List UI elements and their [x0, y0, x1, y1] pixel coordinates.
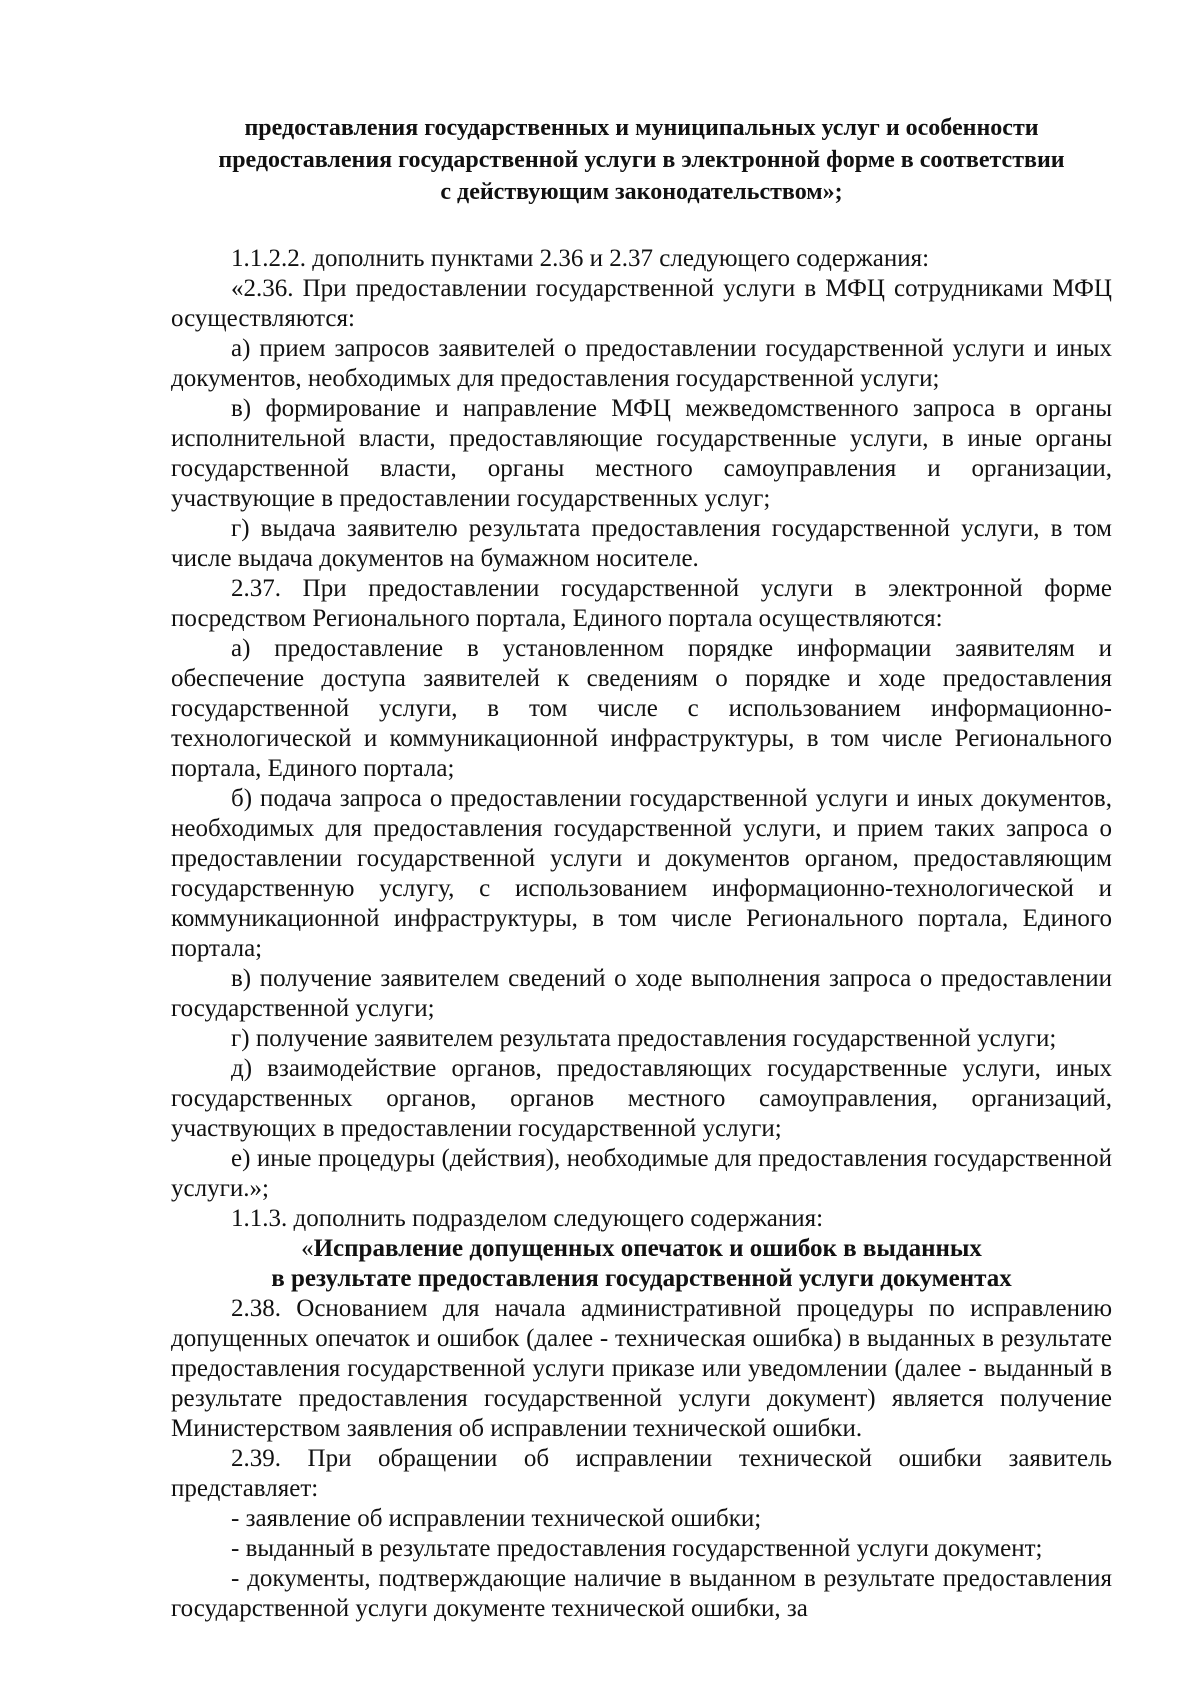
subheading-line [171, 1234, 1112, 1264]
paragraph: а) прием запросов заявителей о предоставлении государственной услуги и иных документов, необходимых для предоставления государственной услуги; [171, 335, 1112, 392]
heading-line: предоставления государственной услуги в электронной форме в соответствии [218, 147, 1065, 173]
paragraph: а) предоставление в установленном порядке информации заявителям и обеспечение доступа заявителей к сведениям о порядке и ходе предоставления государственной услуги, в том числе с использованием информационно-технологической и коммуникационной инфраструктуры, в том числе Регионального портала, Единого портала; [171, 635, 1112, 782]
paragraph: 1.1.2.2. дополнить пунктами 2.36 и 2.37 следующего содержания: [231, 245, 930, 272]
paragraph: - выданный в результате предоставления государственной услуги документ; [231, 1535, 1043, 1562]
paragraph: б) подача запроса о предоставлении государственной услуги и иных документов, необходимых для предоставления государственной услуги, и прием таких запроса о предоставлении государственной услуги и документов органом, предоставляющим государственную услугу, с использованием информационно-технологической и коммуникационной инфраструктуры, в том числе Регионального портала, Единого портала; [171, 785, 1112, 962]
paragraph: в) формирование и направление МФЦ межведомственного запроса в органы исполнительной власти, предоставляющие государственные услуги, в иные органы государственной власти, органы местного самоуправления и организации, участвующие в предоставлении государственных услуг; [171, 395, 1112, 512]
heading-line: предоставления государственных и муниципальных услуг и особенности [244, 115, 1039, 141]
subheading-text: Исправление допущенных опечаток и ошибок в выданных [313, 1235, 982, 1262]
section-heading [171, 112, 1112, 208]
paragraph: в) получение заявителем сведений о ходе выполнения запроса о предоставлении государственной услуги; [171, 965, 1112, 1022]
paragraph: д) взаимодействие органов, предоставляющих государственные услуги, иных государственных органов, органов местного самоуправления, организаций, участвующих в предоставлении государственной услуги; [171, 1055, 1112, 1142]
opening-quote: « [301, 1235, 314, 1262]
paragraph: - заявление об исправлении технической ошибки; [231, 1505, 762, 1532]
paragraph: г) получение заявителем результата предоставления государственной услуги; [231, 1025, 1057, 1052]
document-body [171, 112, 1112, 1624]
paragraph: 1.1.3. дополнить подразделом следующего содержания: [231, 1205, 824, 1232]
paragraph: 2.39. При обращении об исправлении технической ошибки заявитель представляет: [171, 1445, 1112, 1502]
paragraph: 2.38. Основанием для начала административной процедуры по исправлению допущенных опечаток и ошибок (далее - техническая ошибка) в выданных в результате предоставления государственной услуги приказе или уведомлении (далее - выданный в результате предоставления государственной услуги документ) является получение Министерством заявления об исправлении технической ошибки. [171, 1295, 1112, 1442]
paragraph: 2.37. При предоставлении государственной услуги в электронной форме посредством Регионального портала, Единого портала осуществляются: [171, 575, 1112, 632]
paragraph: - документы, подтверждающие наличие в выданном в результате предоставления государственной услуги документе технической ошибки, за [171, 1565, 1112, 1622]
paragraph: «2.36. При предоставлении государственной услуги в МФЦ сотрудниками МФЦ осуществляются: [171, 275, 1112, 332]
heading-line: с действующим законодательством»; [440, 179, 843, 205]
subsection-heading [171, 1234, 1112, 1294]
paragraph: г) выдача заявителю результата предоставления государственной услуги, в том числе выдача документов на бумажном носителе. [171, 515, 1112, 572]
paragraph: е) иные процедуры (действия), необходимые для предоставления государственной услуги.»; [171, 1145, 1112, 1202]
subheading-line: в результате предоставления государственной услуги документах [271, 1265, 1012, 1292]
